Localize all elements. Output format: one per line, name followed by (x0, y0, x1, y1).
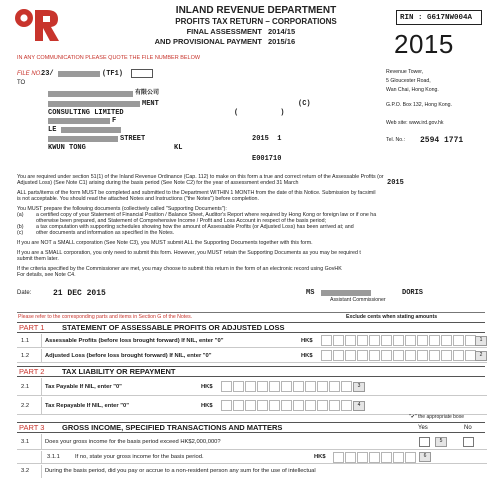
digit-cell[interactable] (233, 400, 244, 411)
redaction-block (48, 101, 140, 107)
telephone-label: Tel. No.: (386, 137, 406, 143)
assessment-year: 2015 (394, 29, 454, 59)
digit-cell[interactable] (305, 400, 316, 411)
form-title: PROFITS TAX RETURN – CORPORATIONS (175, 17, 337, 26)
addressee-code: (C) (298, 100, 311, 108)
item-a-line2: otherwise been prepared, and Statement of Comprehensive Income / Profit and Loss Account in respect of the basis period; (36, 218, 327, 224)
reference-code: E001710 (252, 155, 282, 163)
digit-cell[interactable] (357, 335, 368, 346)
no-checkbox[interactable] (463, 437, 474, 447)
digit-cell[interactable] (269, 400, 280, 411)
digit-cell[interactable] (333, 350, 344, 361)
currency-label: HK$ (301, 353, 313, 359)
digit-cell[interactable] (393, 350, 404, 361)
yes-checkbox[interactable] (419, 437, 430, 447)
provisional-payment-line (150, 38, 362, 48)
row-number: 3.1.1 (47, 454, 60, 460)
digit-cell[interactable] (381, 335, 392, 346)
officer-name: DORIS (402, 289, 424, 297)
digit-cell[interactable] (317, 400, 328, 411)
to-label: TO (17, 80, 26, 86)
digit-cell[interactable] (345, 350, 356, 361)
row-label: If no, state your gross income for the basis period. (75, 454, 204, 460)
digit-cell[interactable] (369, 335, 380, 346)
addressee-line-2: MENT (142, 100, 159, 108)
part-title: GROSS INCOME, SPECIFIED TRANSACTIONS AND MATTERS (62, 423, 283, 432)
digit-cell[interactable] (329, 400, 340, 411)
column-divider (41, 451, 42, 463)
digit-cell[interactable] (281, 400, 292, 411)
currency-label: HK$ (201, 384, 213, 390)
no-header: No (464, 425, 472, 431)
part-label: PART 2 (19, 367, 45, 376)
digit-cell[interactable] (321, 350, 332, 361)
notes-reference: Please refer to the corresponding parts and items in Section G of the Notes. (18, 314, 193, 320)
part-label: PART 3 (19, 423, 45, 432)
yes-header: Yes (418, 425, 428, 431)
digit-cell[interactable] (369, 452, 380, 463)
row-label: Tax Payable If NIL, enter "0" (45, 384, 122, 390)
telephone-number: 2594 1771 (420, 136, 464, 145)
digit-cell[interactable] (393, 335, 404, 346)
office-address-1: Revenue Tower, (386, 69, 424, 75)
amount-input[interactable] (333, 452, 417, 463)
digit-cell[interactable] (245, 400, 256, 411)
row-label: Tax Repayable If NIL, enter "0" (45, 403, 129, 409)
item-a-line1: a certified copy of your Statement of Financial Position / Balance Sheet, Auditor's Report where required by Hong Kong or foreign law or if one ha (36, 212, 377, 218)
redaction-block (48, 136, 118, 142)
redaction-block (48, 118, 110, 124)
final-assessment-year: 2014/15 (268, 27, 296, 36)
form-row-3-2 (17, 465, 487, 478)
digit-cell[interactable] (429, 350, 440, 361)
currency-label: HK$ (301, 338, 313, 344)
digit-cell[interactable] (221, 381, 232, 392)
digit-cell[interactable] (357, 452, 368, 463)
digit-cell[interactable] (293, 400, 304, 411)
box-number: 2 (475, 351, 487, 361)
digit-cell[interactable] (321, 335, 332, 346)
digit-cell[interactable] (329, 381, 340, 392)
file-number-value: 23/ (41, 70, 54, 78)
digit-cell[interactable] (453, 350, 464, 361)
item-b-label: (b) (17, 224, 24, 230)
file-number-box (131, 69, 153, 78)
digit-cell[interactable] (381, 452, 392, 463)
amount-input[interactable] (221, 400, 353, 411)
item-c-label: (c) (17, 230, 24, 236)
digit-cell[interactable] (293, 381, 304, 392)
instruction-p4: If you are NOT a SMALL corporation (See Note C3), you MUST submit ALL the Supporting Documents together with this form. (17, 240, 313, 246)
addressee-chinese-name: 有限公司 (135, 89, 160, 96)
digit-cell[interactable] (257, 381, 268, 392)
row-label: Adjusted Loss (before loss brought forward) If NIL, enter "0" (45, 353, 212, 359)
amount-input[interactable] (321, 335, 477, 346)
digit-cell[interactable] (417, 335, 428, 346)
addressee-line-4: F (112, 117, 117, 125)
instruction-p6-line1: If the criteria specified by the Commissioner are met, you may choose to submit this return in the form of an electronic record using GovHK (17, 266, 342, 272)
signature-block (306, 288, 456, 308)
row-label: Assessable Profits (before loss brought forward) If NIL, enter "0" (45, 338, 224, 344)
instruction-p3: You MUST prepare the following documents (collectively called "Supporting Documents"): (17, 206, 227, 212)
row-number: 2.2 (21, 403, 30, 409)
form-row-3-1-1 (17, 451, 487, 464)
ird-logo (14, 6, 60, 42)
addressee-district: KWUN TONG (48, 144, 86, 152)
box-number: 5 (435, 437, 447, 447)
officer-prefix: MS (306, 289, 315, 297)
instruction-p2-line1: ALL parts/items of the form MUST be completed and submitted to the Department WITHIN 1 MONTH from the date of this Notice. Submission by facsimil (17, 190, 376, 196)
row-number: 1.2 (21, 353, 30, 359)
office-address-3: Wan Chai, Hong Kong. (386, 87, 439, 93)
box-number: 6 (419, 452, 431, 462)
row-number: 2.1 (21, 384, 30, 390)
addressee-street: STREET (120, 135, 146, 143)
digit-cell[interactable] (341, 381, 352, 392)
item-b-line1: a tax computation with supporting schedules showing how the amount of Assessable Profits (or Adjusted Loss) has been arrived at; and (36, 224, 354, 230)
addressee-region: KL (174, 144, 183, 152)
column-divider (41, 434, 42, 449)
box-number: 3 (353, 382, 365, 392)
row-label: Does your gross income for the basis period exceed HK$2,000,000? (45, 439, 221, 445)
part-label: PART 1 (19, 323, 45, 332)
part-title: TAX LIABILITY OR REPAYMENT (62, 367, 176, 376)
digit-cell[interactable] (317, 381, 328, 392)
instruction-p6-line2: For details, see Note C4. (17, 272, 76, 278)
box-number: 4 (353, 401, 365, 411)
digit-cell[interactable] (269, 381, 280, 392)
currency-label: HK$ (314, 454, 326, 460)
office-po-box: G.P.O. Box 132, Hong Kong. (386, 102, 452, 108)
item-c-line1: other documents and information as specified in the Notes. (36, 230, 175, 236)
digit-cell[interactable] (333, 452, 344, 463)
divider (17, 312, 485, 313)
office-website: Web site: www.ird.gov.hk (386, 120, 444, 126)
redaction-block (58, 71, 100, 77)
currency-label: HK$ (201, 403, 213, 409)
provisional-payment-label: AND PROVISIONAL PAYMENT (154, 37, 262, 46)
exclude-cents-note: Exclude cents when stating amounts (346, 314, 438, 320)
digit-cell[interactable] (429, 335, 440, 346)
instruction-p5-line1: If you are a SMALL corporation, you only need to submit this form. However, you MUST retain the Supporting Documents as you may be required t (17, 250, 361, 256)
form-row-1-1 (17, 334, 487, 348)
digit-cell[interactable] (233, 381, 244, 392)
amount-input[interactable] (321, 350, 477, 361)
digit-cell[interactable] (405, 335, 416, 346)
column-divider (41, 349, 42, 362)
column-divider (41, 378, 42, 395)
digit-cell[interactable] (245, 381, 256, 392)
officer-title: Assistant Commissioner (330, 297, 386, 303)
box-number: 1 (475, 336, 487, 346)
digit-cell[interactable] (453, 335, 464, 346)
department-name: INLAND REVENUE DEPARTMENT (175, 5, 337, 16)
part-title: STATEMENT OF ASSESSABLE PROFITS OR ADJUSTED LOSS (62, 323, 285, 332)
row-number: 3.1 (21, 439, 30, 445)
column-divider (41, 334, 42, 347)
digit-cell[interactable] (305, 381, 316, 392)
file-number-suffix: (TF1) (102, 70, 124, 78)
digit-cell[interactable] (345, 335, 356, 346)
digit-cell[interactable] (333, 335, 344, 346)
instruction-p1-line2: Adjusted Loss) (See Note C1) arising during the basis period (See Note C2) for the year of assessment ended 31 March (17, 180, 299, 186)
column-divider (41, 397, 42, 414)
part-3-header (17, 422, 485, 433)
rin-box: RIN : G617NW004A (396, 10, 482, 25)
instruction-p1-line1: You are required under section 51(1) of the Inland Revenue Ordinance (Cap. 112) to make on this form a true and correct return of the Assessable Profits (or (17, 174, 384, 180)
digit-cell[interactable] (405, 452, 416, 463)
issue-date: 21 DEC 2015 (53, 289, 106, 298)
digit-cell[interactable] (441, 350, 452, 361)
digit-cell[interactable] (441, 335, 452, 346)
digit-cell[interactable] (393, 452, 404, 463)
column-divider (41, 465, 42, 478)
amount-input[interactable] (221, 381, 353, 392)
form-row-2-1 (17, 378, 487, 396)
file-number (17, 70, 177, 80)
digit-cell[interactable] (417, 350, 428, 361)
return-year: 2015 (387, 179, 404, 187)
addressee-number: 2015 1 (252, 135, 282, 143)
file-number-label: FILE NO. (17, 71, 43, 77)
part-2-header (17, 366, 485, 377)
part-1-header (17, 322, 485, 333)
addressee-paren: ( ) (234, 109, 285, 117)
office-address-2: 5 Gloucester Road, (386, 78, 431, 84)
digit-cell[interactable] (345, 452, 356, 463)
provisional-payment-year: 2015/16 (268, 37, 296, 46)
office-telephone (386, 136, 486, 146)
redaction-block (321, 290, 371, 296)
row-label: During the basis period, did you pay or accrue to a non-resident person any sum for the use of intellectual (45, 468, 316, 474)
form-row-2-2 (17, 397, 487, 415)
digit-cell[interactable] (357, 350, 368, 361)
instruction-p5-line2: submit them later. (17, 256, 59, 262)
digit-cell[interactable] (221, 400, 232, 411)
form-row-1-2 (17, 349, 487, 363)
addressee-block (48, 90, 378, 162)
tick-instruction: "✔" the appropriate boxe (409, 414, 464, 420)
redaction-block (48, 91, 133, 97)
digit-cell[interactable] (341, 400, 352, 411)
item-a-label: (a) (17, 212, 24, 218)
redaction-block (61, 127, 121, 133)
row-number: 3.2 (21, 468, 30, 474)
digit-cell[interactable] (381, 350, 392, 361)
final-assessment-label: FINAL ASSESSMENT (186, 27, 262, 36)
digit-cell[interactable] (281, 381, 292, 392)
quote-file-notice: IN ANY COMMUNICATION PLEASE QUOTE THE FILE NUMBER BELOW (17, 55, 201, 61)
addressee-company: CONSULTING LIMITED (48, 109, 124, 117)
digit-cell[interactable] (257, 400, 268, 411)
digit-cell[interactable] (405, 350, 416, 361)
addressee-line-5: LE (48, 126, 57, 134)
form-row-3-1 (17, 434, 487, 450)
row-number: 1.1 (21, 338, 30, 344)
instruction-p2-line2: is not acceptable. You should read the attached Notes and Instructions ("the Notes") before completion. (17, 196, 259, 202)
date-label: Date: (17, 290, 32, 296)
digit-cell[interactable] (369, 350, 380, 361)
